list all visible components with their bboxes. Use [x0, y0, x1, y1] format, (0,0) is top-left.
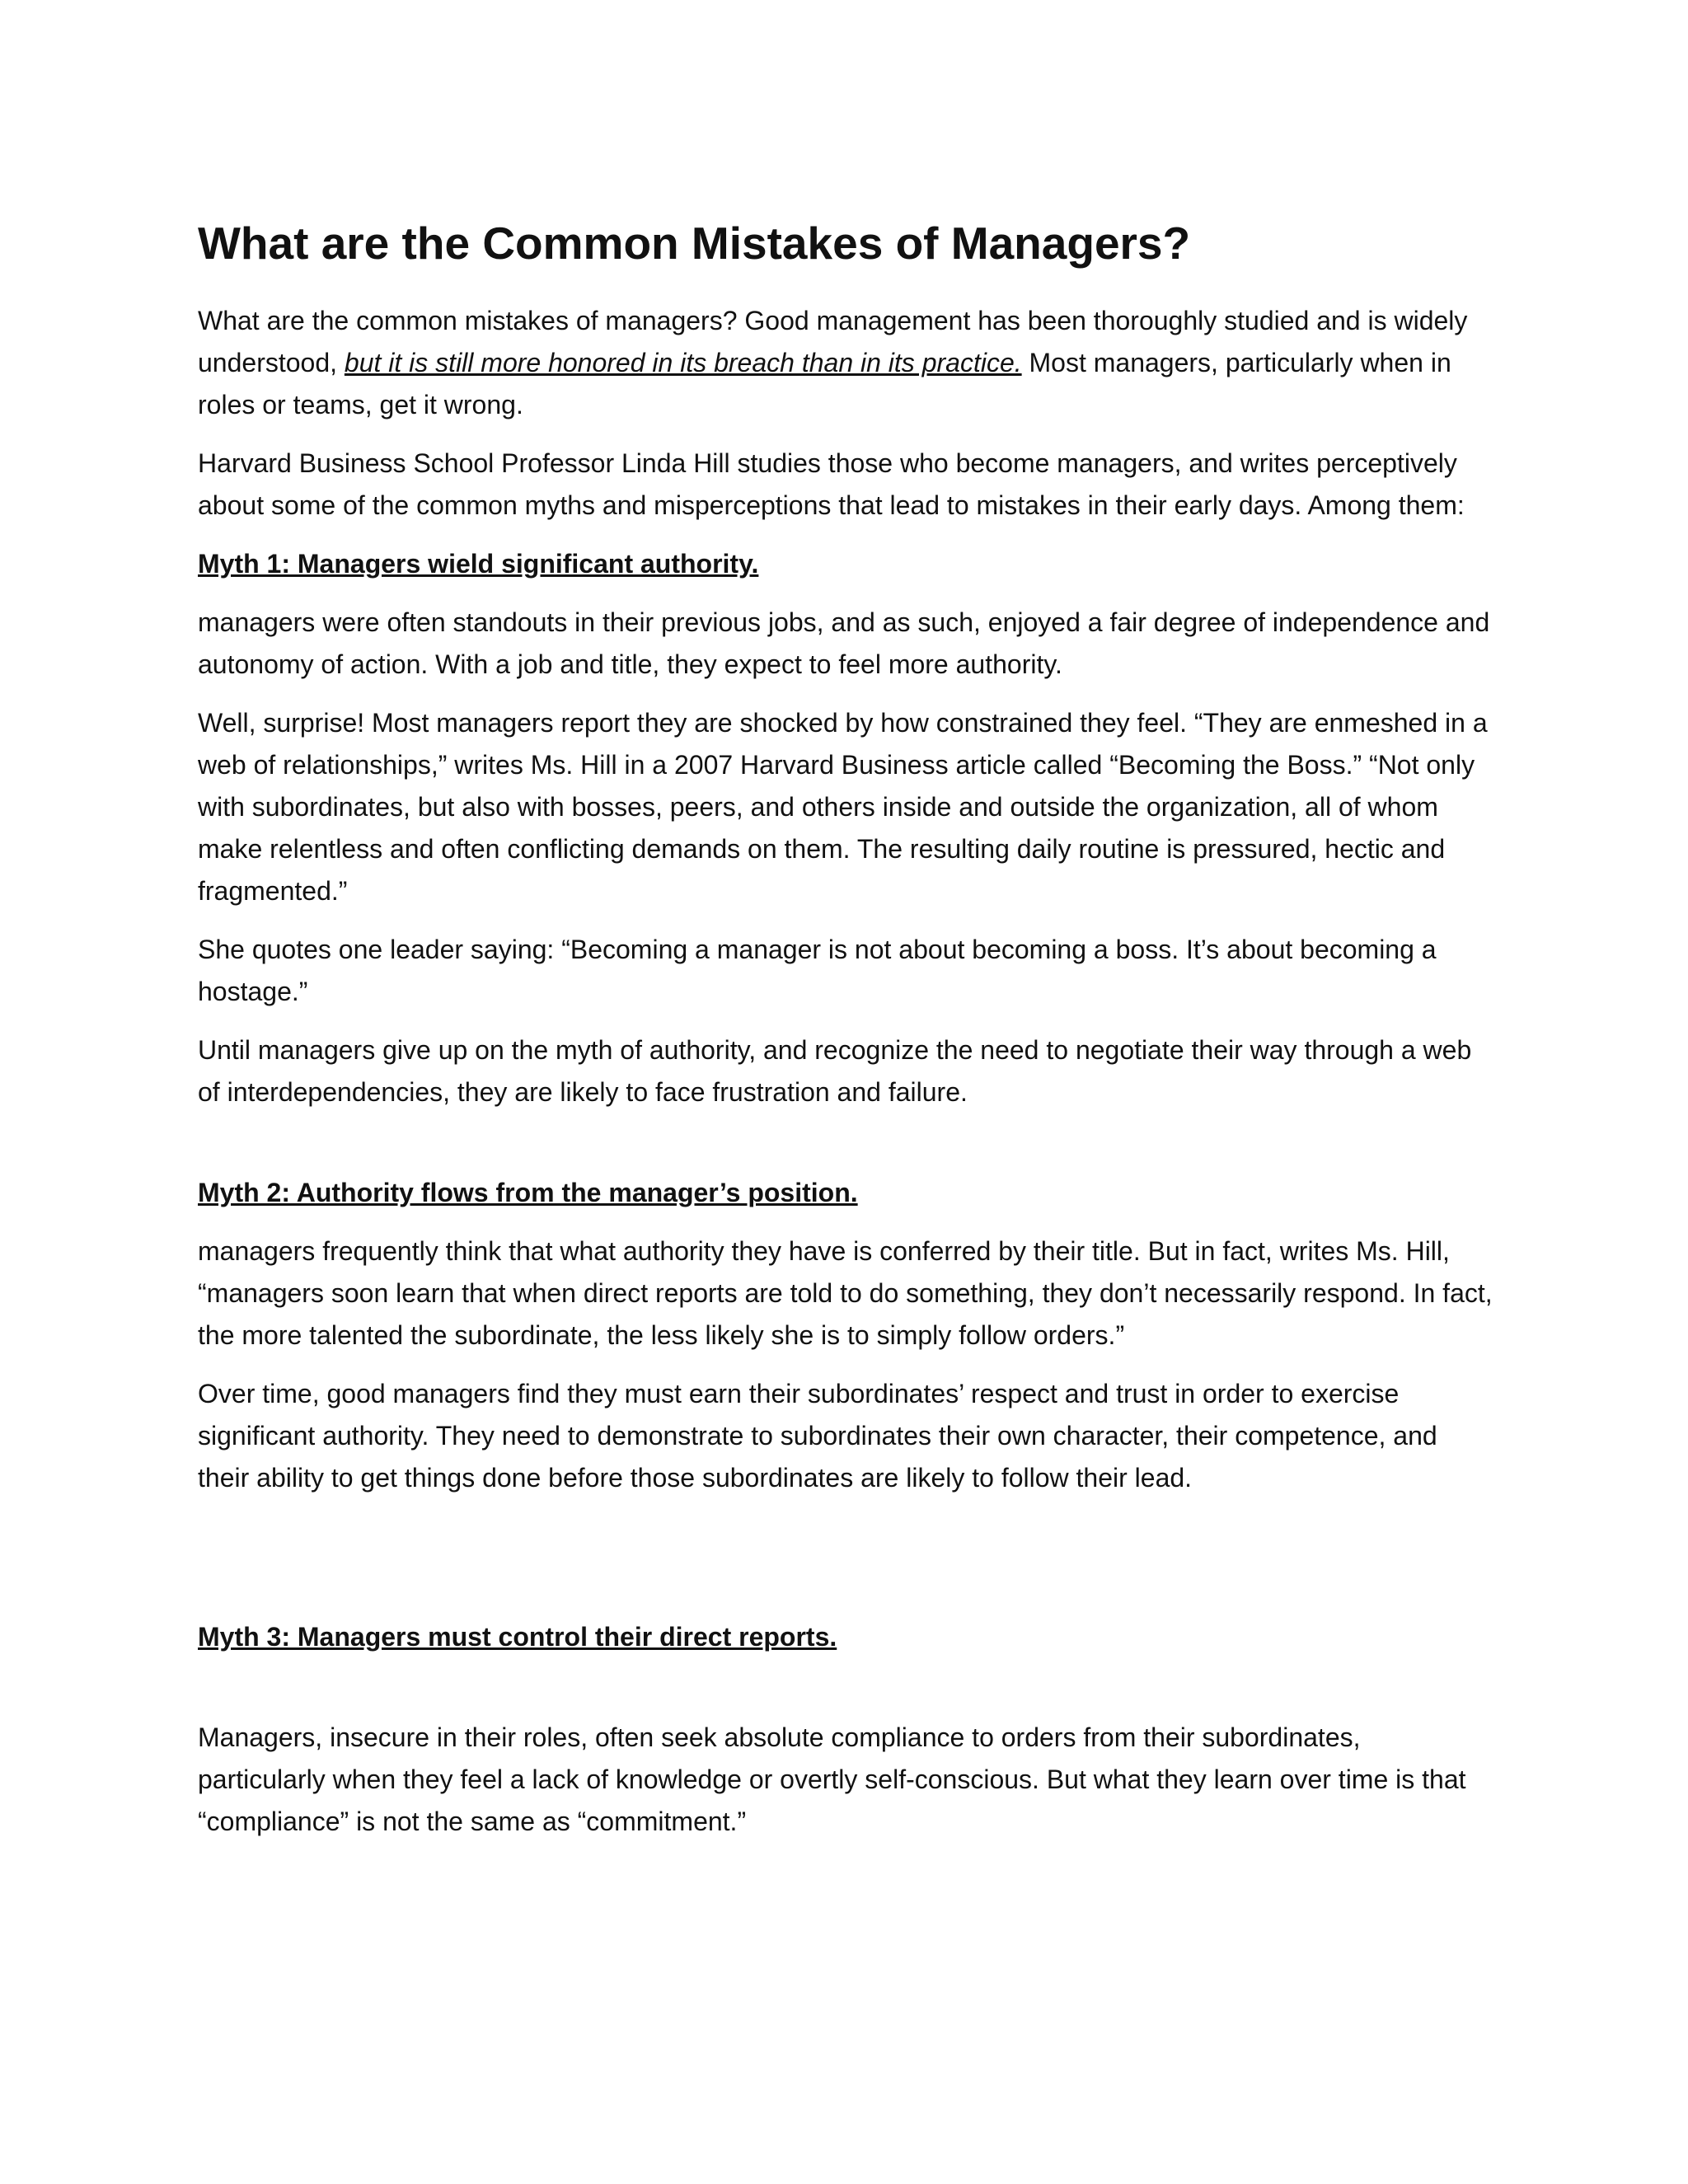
myth1-heading: Myth 1: Managers wield significant authority. — [198, 549, 759, 579]
myth2-paragraph-2: Over time, good managers find they must earn their subordinates’ respect and trust in order to exercise significant authority. They need to demonstrate to subordinates their own character, their competence, and their ability to get things done before those subordinates are likely to follow their lead. — [198, 1379, 1437, 1493]
document-page — [198, 216, 1493, 1859]
myth3-heading: Myth 3: Managers must control their direct reports. — [198, 1622, 837, 1652]
page-title: What are the Common Mistakes of Managers? — [198, 218, 1191, 269]
myth2-heading: Myth 2: Authority flows from the manager’s position. — [198, 1178, 858, 1207]
intro-text-before: What are the common mistakes of managers? Good management has been thoroughly studied and is widely understood, — [198, 306, 1468, 377]
intro-paragraph — [198, 300, 1493, 426]
myth1-paragraph-4: Until managers give up on the myth of authority, and recognize the need to negotiate their way through a web of interdependencies, they are likely to face frustration and failure. — [198, 1035, 1472, 1107]
intro-text-after: Most managers, particularly when in roles or teams, get it wrong. — [198, 348, 1451, 419]
myth1-paragraph-3: She quotes one leader saying: “Becoming a manager is not about becoming a boss. It’s about becoming a hostage.” — [198, 935, 1437, 1006]
paragraph-hill-intro: Harvard Business School Professor Linda Hill studies those who become managers, and writes perceptively about some of the common myths and misperceptions that lead to mistakes in their early days. Among them: — [198, 448, 1465, 520]
myth1-paragraph-1: managers were often standouts in their previous jobs, and as such, enjoyed a fair degree of independence and autonomy of action. With a job and title, they expect to feel more authority. — [198, 607, 1490, 679]
myth1-paragraph-2: Well, surprise! Most managers report they are shocked by how constrained they feel. “They are enmeshed in a web of relationships,” writes Ms. Hill in a 2007 Harvard Business article called “Becoming the Boss.” “Not only with subordinates, but also with bosses, peers, and others inside and outside the organization, all of whom make relentless and often conflicting demands on them. The resulting daily routine is pressured, hectic and fragmented.” — [198, 708, 1488, 906]
intro-emphasis: but it is still more honored in its breach than in its practice. — [344, 348, 1022, 377]
myth3-paragraph-1: Managers, insecure in their roles, often seek absolute compliance to orders from their subordinates, particularly when they feel a lack of knowledge or overtly self-conscious. But what they learn over time is that “compliance” is not the same as “commitment.” — [198, 1722, 1466, 1836]
myth2-paragraph-1: managers frequently think that what authority they have is conferred by their title. But in fact, writes Ms. Hill, “managers soon learn that when direct reports are told to do something, they don’t necessarily respond. In fact, the more talented the subordinate, the less likely she is to simply follow orders.” — [198, 1236, 1493, 1350]
